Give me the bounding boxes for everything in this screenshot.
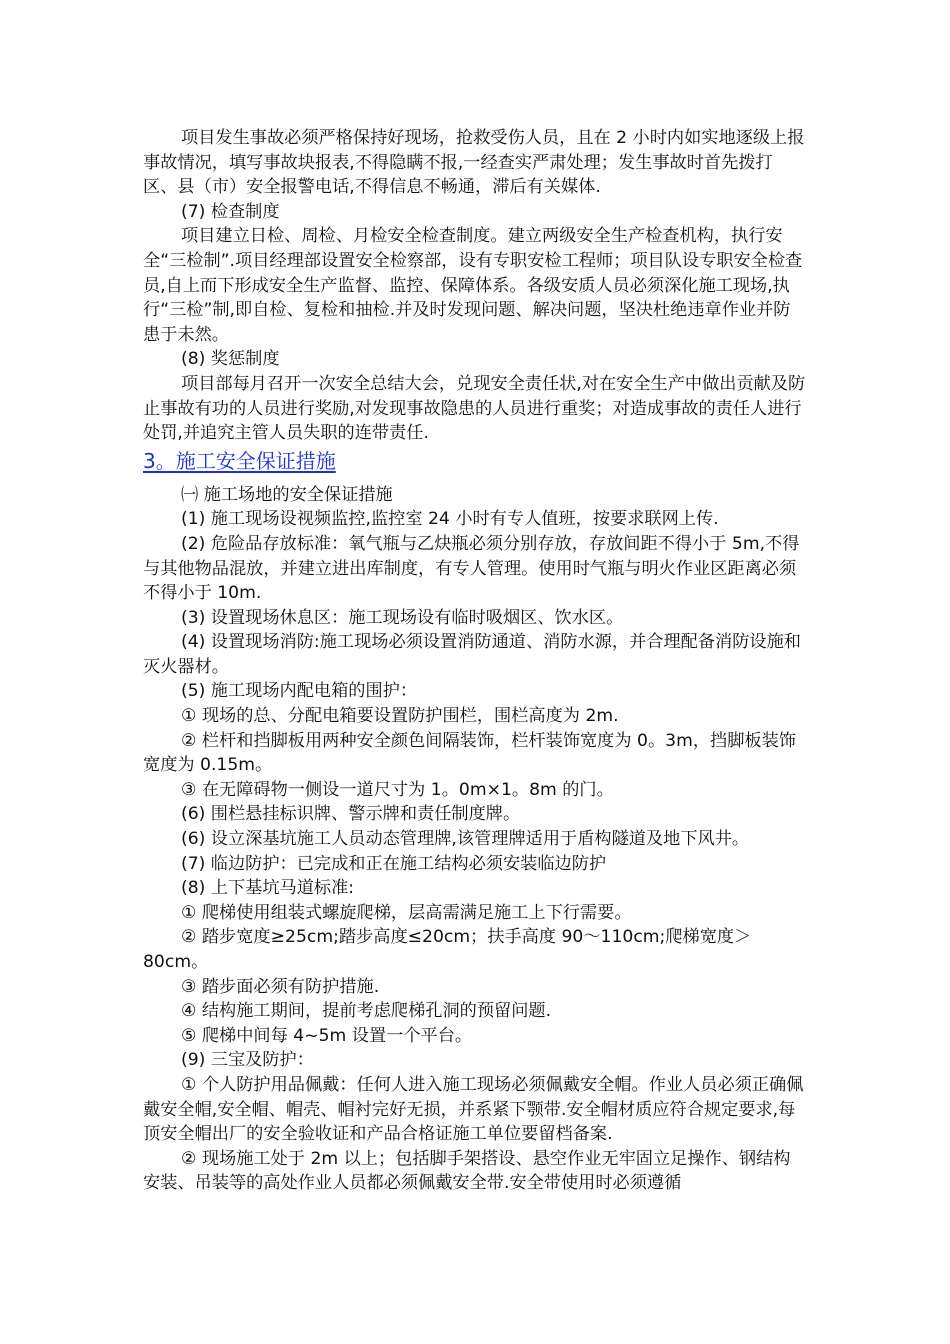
list-item: (2) 危险品存放标准：氧气瓶与乙炔瓶必须分别存放，存放间距不得小于 5m,不得与其他物品混放，并建立进出库制度，有专人管理。使用时气瓶与明火作业区距离必须不得小于 10m.: [143, 533, 800, 604]
list-item: ② 现场施工处于 2m 以上；包括脚手架搭设、悬空作业无牢固立足操作、钢结构安装、吊装等的高处作业人员都必须佩戴安全带.安全带使用时必须遵循: [143, 1148, 791, 1194]
list-item: (9) 三宝及防护：: [181, 1050, 314, 1071]
list-item: ② 踏步宽度≥25cm;踏步高度≤20cm；扶手高度 90～110cm;爬梯宽度＞80cm。: [143, 927, 752, 972]
paragraph-inspection: 项目建立日检、周检、月检安全检查制度。建立两级安全生产检查机构，执行安全“三检制”.项目经理部设置安全检察部，设有专职安检工程师；项目队设专职安全检查员,自上而下形成安全生产监督、监控、保障体系。各级安质人员必须深化施工现场,执行“三检”制,即自检、复检和抽检.并及时发现问题、解决问题，坚决杜绝违章作业并防患于未然。: [143, 226, 803, 345]
list-item: (1) 施工现场设视频监控,监控室 24 小时有专人值班，按要求联网上传.: [181, 509, 719, 530]
paragraph-accident-report: 项目发生事故必须严格保持好现场，抢救受伤人员，且在 2 小时内如实地逐级上报事故情况，填写事故块报表,不得隐瞒不报,一经查实严肃处理；发生事故时首先拨打区、县（市）安全报警电话,不得信息不畅通，滞后有关媒体.: [143, 128, 805, 198]
list-item: ③ 踏步面必须有防护措施.: [181, 976, 380, 997]
list-item: (8) 上下基坑马道标准:: [181, 878, 355, 899]
list-item: (5) 施工现场内配电箱的围护：: [181, 681, 418, 702]
subsection-title: ㈠ 施工场地的安全保证措施: [181, 484, 393, 505]
section-heading[interactable]: 3。施工安全保证措施: [143, 448, 336, 473]
item-reward-system: (8) 奖惩制度: [181, 349, 280, 370]
list-item: ① 现场的总、分配电箱要设置防护围栏，围栏高度为 2m.: [181, 706, 619, 727]
paragraph-reward: 项目部每月召开一次安全总结大会，兑现安全责任状,对在安全生产中做出贡献及防止事故有功的人员进行奖励,对发现事故隐患的人员进行重奖；对造成事故的责任人进行处罚,并追究主管人员失职的连带责任.: [143, 373, 806, 444]
list-item: (4) 设置现场消防:施工现场必须设置消防通道、消防水源，并合理配备消防设施和灭火器材。: [143, 632, 801, 677]
document-body: [143, 126, 807, 1196]
spacer: [143, 476, 807, 483]
item-inspection-system: (7) 检查制度: [181, 201, 280, 222]
list-item: ② 栏杆和挡脚板用两种安全颜色间隔装饰，栏杆装饰宽度为 0。3m，挡脚板装饰宽度为 0.15m。: [143, 730, 796, 776]
list-item: ③ 在无障碍物一侧设一道尺寸为 1。0m×1。8m 的门。: [181, 779, 614, 800]
list-item: (6) 设立深基坑施工人员动态管理牌,该管理牌适用于盾构隧道及地下风井。: [181, 829, 750, 850]
list-item: (7) 临边防护：已完成和正在施工结构必须安装临边防护: [181, 853, 607, 874]
list-item: ① 爬梯使用组装式螺旋爬梯，层高需满足施工上下行需要。: [181, 902, 632, 923]
list-item: ④ 结构施工期间，提前考虑爬梯孔洞的预留问题.: [181, 1001, 552, 1022]
list-item: (3) 设置现场休息区：施工现场设有临时吸烟区、饮水区。: [181, 607, 624, 628]
list-item: ⑤ 爬梯中间每 4~5m 设置一个平台。: [181, 1025, 473, 1046]
list-item: (6) 围栏悬挂标识牌、警示牌和责任制度牌。: [181, 804, 521, 825]
list-item: ① 个人防护用品佩戴：任何人进入施工现场必须佩戴安全帽。作业人员必须正确佩戴安全帽,安全帽、帽壳、帽衬完好无损，并系紧下颚带.安全帽材质应符合规定要求,每顶安全帽出厂的安全验收证和产品合格证施工单位要留档备案.: [143, 1074, 804, 1145]
